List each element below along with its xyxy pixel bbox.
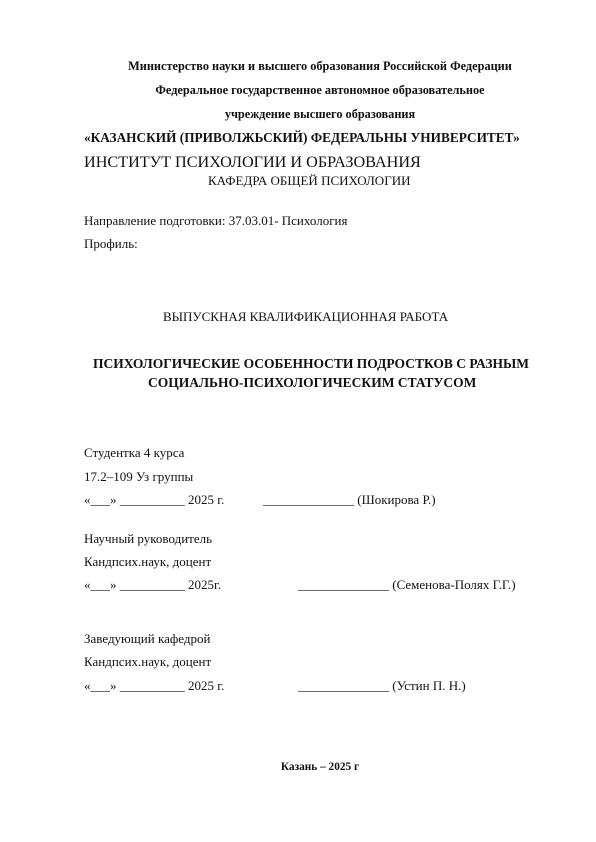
profile-line: Профиль: bbox=[84, 236, 138, 251]
work-type: ВЫПУСКНАЯ КВАЛИФИКАЦИОННАЯ РАБОТА bbox=[163, 309, 449, 324]
ministry-line: Министерство науки и высшего образования Российской Федерации bbox=[128, 59, 512, 73]
institute-name: ИНСТИТУТ ПСИХОЛОГИИ И ОБРАЗОВАНИЯ bbox=[84, 153, 421, 171]
direction-line: Направление подготовки: 37.03.01- Психология bbox=[84, 213, 348, 228]
university-name: «КАЗАНСКИЙ (ПРИВОЛЖЬСКИЙ) ФЕДЕРАЛЬНЫ УНИВЕРСИТЕТ» bbox=[84, 130, 520, 145]
institution-line-2: учреждение высшего образования bbox=[224, 107, 416, 121]
institution-line-1: Федеральное государственное автономное образовательное bbox=[155, 83, 485, 97]
supervisor-degree: Кандпсих.наук, доцент bbox=[84, 554, 212, 569]
department-name: КАФЕДРА ОБЩЕЙ ПСИХОЛОГИИ bbox=[208, 173, 411, 188]
head-role: Заведующий кафедрой bbox=[84, 631, 211, 646]
supervisor-signature-field: ______________ (Семенова-Полях Г.Г.) bbox=[298, 577, 516, 592]
head-date-field: «___» __________ 2025 г. bbox=[84, 678, 225, 693]
student-course: Студентка 4 курса bbox=[84, 445, 185, 460]
student-signature-field: ______________ (Шокирова Р.) bbox=[263, 492, 436, 507]
student-group: 17.2–109 Уз группы bbox=[84, 469, 194, 484]
supervisor-date-field: «___» __________ 2025г. bbox=[84, 577, 222, 592]
thesis-title-line-2: СОЦИАЛЬНО-ПСИХОЛОГИЧЕСКИМ СТАТУСОМ bbox=[148, 375, 477, 390]
city-year-footer: Казань – 2025 г bbox=[280, 761, 360, 773]
student-date-field: «___» __________ 2025 г. bbox=[84, 492, 225, 507]
supervisor-role: Научный руководитель bbox=[84, 531, 213, 546]
head-signature-field: ______________ (Устин П. Н.) bbox=[298, 678, 466, 693]
thesis-title-line-1: ПСИХОЛОГИЧЕСКИЕ ОСОБЕННОСТИ ПОДРОСТКОВ С РАЗНЫМ bbox=[93, 356, 529, 371]
head-degree: Кандпсих.наук, доцент bbox=[84, 654, 212, 669]
